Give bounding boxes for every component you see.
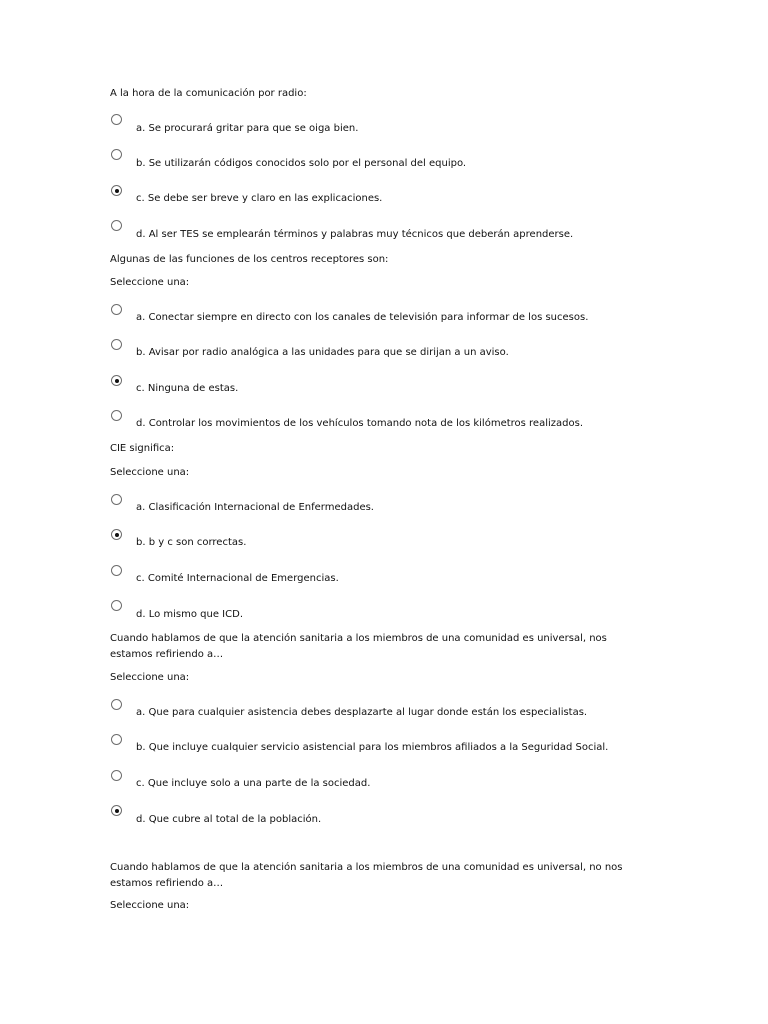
question-4-option-a-radio[interactable] bbox=[111, 699, 122, 710]
question-3-option-d-radio[interactable] bbox=[111, 600, 122, 611]
question-1-option-a-radio[interactable] bbox=[111, 114, 122, 125]
question-1-option-a-label: a. Se procurará gritar para que se oiga bien. bbox=[136, 123, 359, 134]
question-1-prompt: A la hora de la comunicación por radio: bbox=[110, 88, 307, 99]
question-1-option-b-radio[interactable] bbox=[111, 149, 122, 160]
question-5-prompt: Cuando hablamos de que la atención sanitaria a los miembros de una comunidad es universal, no nos estamos refiriendo a… bbox=[110, 862, 623, 889]
question-2-option-c-label: c. Ninguna de estas. bbox=[136, 383, 239, 394]
question-3-option-b-label: b. b y c son correctas. bbox=[136, 537, 247, 548]
question-2-prompt: Algunas de las funciones de los centros receptores son: bbox=[110, 254, 389, 265]
question-3-select-hint: Seleccione una: bbox=[110, 467, 190, 478]
question-4-option-d-label: d. Que cubre al total de la población. bbox=[136, 814, 322, 825]
question-2-option-d-label: d. Controlar los movimientos de los vehículos tomando nota de los kilómetros realizados. bbox=[136, 418, 583, 429]
question-3-option-c-radio[interactable] bbox=[111, 565, 122, 576]
question-1-option-d-label: d. Al ser TES se emplearán términos y palabras muy técnicos que deberán aprenderse. bbox=[136, 229, 574, 240]
question-3-option-a-radio[interactable] bbox=[111, 494, 122, 505]
question-2-option-b-radio[interactable] bbox=[111, 339, 122, 350]
question-4-option-a-label: a. Que para cualquier asistencia debes desplazarte al lugar donde están los especialistas. bbox=[136, 707, 588, 718]
question-2-option-b-label: b. Avisar por radio analógica a las unidades para que se dirijan a un aviso. bbox=[136, 347, 509, 358]
question-4-option-b-label: b. Que incluye cualquier servicio asistencial para los miembros afiliados a la Seguridad Social. bbox=[136, 742, 609, 753]
question-1-option-b-label: b. Se utilizarán códigos conocidos solo por el personal del equipo. bbox=[136, 158, 467, 169]
question-1-option-d-radio[interactable] bbox=[111, 220, 122, 231]
question-3-prompt: CIE significa: bbox=[110, 443, 175, 454]
question-3-option-b-radio[interactable] bbox=[111, 529, 122, 540]
question-4-option-c-radio[interactable] bbox=[111, 770, 122, 781]
question-2-option-a-label: a. Conectar siempre en directo con los canales de televisión para informar de los sucesos. bbox=[136, 312, 589, 323]
question-3-option-c-label: c. Comité Internacional de Emergencias. bbox=[136, 573, 339, 584]
question-4-option-d-radio[interactable] bbox=[111, 805, 122, 816]
question-4-select-hint: Seleccione una: bbox=[110, 672, 190, 683]
question-1-option-c-label: c. Se debe ser breve y claro en las explicaciones. bbox=[136, 193, 383, 204]
question-4-option-b-radio[interactable] bbox=[111, 734, 122, 745]
question-1-option-c-radio[interactable] bbox=[111, 185, 122, 196]
question-4-prompt: Cuando hablamos de que la atención sanitaria a los miembros de una comunidad es universal, nos estamos refiriendo a… bbox=[110, 633, 607, 660]
question-2-option-c-radio[interactable] bbox=[111, 375, 122, 386]
question-2-option-a-radio[interactable] bbox=[111, 304, 122, 315]
question-2-option-d-radio[interactable] bbox=[111, 410, 122, 421]
question-3-option-d-label: d. Lo mismo que ICD. bbox=[136, 609, 243, 620]
question-3-option-a-label: a. Clasificación Internacional de Enfermedades. bbox=[136, 502, 374, 513]
question-2-select-hint: Seleccione una: bbox=[110, 277, 190, 288]
question-5-select-hint: Seleccione una: bbox=[110, 900, 190, 911]
question-4-option-c-label: c. Que incluye solo a una parte de la sociedad. bbox=[136, 778, 371, 789]
